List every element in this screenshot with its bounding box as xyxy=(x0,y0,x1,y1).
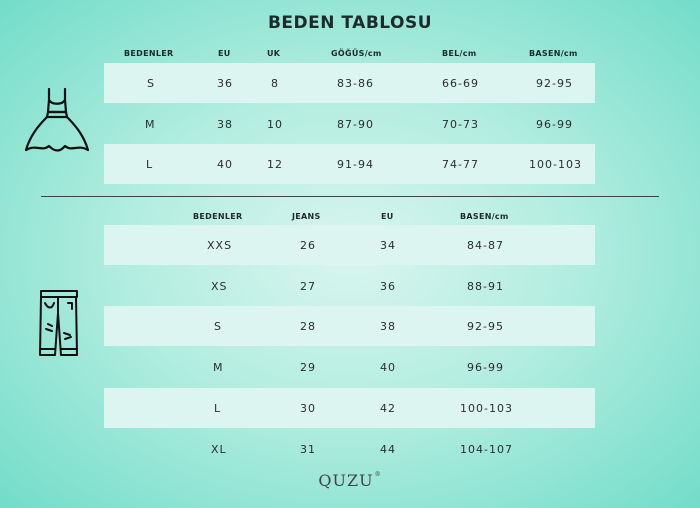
dress-header-uk: UK xyxy=(267,49,281,58)
jeans-cell: 27 xyxy=(300,280,316,293)
eu-cell: 40 xyxy=(380,361,396,374)
waist-cell: 66-69 xyxy=(442,77,479,90)
jeans-cell: 31 xyxy=(300,443,316,456)
dress-icon xyxy=(22,86,92,158)
hips-cell: 84-87 xyxy=(467,239,504,252)
bust-cell: 87-90 xyxy=(337,118,374,131)
size-cell: XS xyxy=(211,280,228,293)
hips-cell: 92-95 xyxy=(467,320,504,333)
hips-cell: 92-95 xyxy=(536,77,573,90)
waist-cell: 74-77 xyxy=(442,158,479,171)
size-cell: L xyxy=(146,158,154,171)
jeans-icon xyxy=(34,289,84,361)
table-row xyxy=(104,347,595,387)
hips-cell: 96-99 xyxy=(536,118,573,131)
eu-cell: 36 xyxy=(380,280,396,293)
hips-cell: 100-103 xyxy=(529,158,582,171)
eu-cell: 38 xyxy=(217,118,233,131)
page-title: BEDEN TABLOSU xyxy=(267,13,433,33)
size-cell: S xyxy=(147,77,155,90)
jeans-header-sizes: BEDENLER xyxy=(193,212,243,221)
jeans-header-jeans: JEANS xyxy=(292,212,321,221)
eu-cell: 34 xyxy=(380,239,396,252)
waist-cell: 70-73 xyxy=(442,118,479,131)
hips-cell: 88-91 xyxy=(467,280,504,293)
jeans-header-eu: EU xyxy=(381,212,394,221)
dress-header-bust: GÖĞÜS/cm xyxy=(331,49,382,58)
hips-cell: 100-103 xyxy=(460,402,513,415)
table-row xyxy=(104,306,595,346)
eu-cell: 38 xyxy=(380,320,396,333)
uk-cell: 8 xyxy=(271,77,279,90)
hips-cell: 104-107 xyxy=(460,443,513,456)
registered-mark: ® xyxy=(374,471,382,478)
table-row xyxy=(104,144,595,184)
size-cell: L xyxy=(214,402,222,415)
dress-header-waist: BEL/cm xyxy=(442,49,477,58)
uk-cell: 10 xyxy=(267,118,283,131)
dress-header-sizes: BEDENLER xyxy=(124,49,174,58)
size-cell: M xyxy=(213,361,224,374)
table-row xyxy=(104,225,595,265)
jeans-header-hips: BASEN/cm xyxy=(460,212,509,221)
eu-cell: 36 xyxy=(217,77,233,90)
size-cell: M xyxy=(145,118,156,131)
brand-logo xyxy=(0,471,700,490)
eu-cell: 44 xyxy=(380,443,396,456)
jeans-cell: 29 xyxy=(300,361,316,374)
size-cell: S xyxy=(214,320,222,333)
jeans-cell: 30 xyxy=(300,402,316,415)
table-row xyxy=(104,388,595,428)
jeans-cell: 26 xyxy=(300,239,316,252)
section-divider xyxy=(41,196,659,197)
jeans-cell: 28 xyxy=(300,320,316,333)
dress-header-hips: BASEN/cm xyxy=(529,49,578,58)
bust-cell: 83-86 xyxy=(337,77,374,90)
eu-cell: 42 xyxy=(380,402,396,415)
hips-cell: 96-99 xyxy=(467,361,504,374)
size-cell: XXS xyxy=(207,239,233,252)
size-cell: XL xyxy=(211,443,227,456)
bust-cell: 91-94 xyxy=(337,158,374,171)
table-row xyxy=(104,266,595,306)
dress-header-eu: EU xyxy=(218,49,231,58)
table-row xyxy=(104,63,595,103)
uk-cell: 12 xyxy=(267,158,283,171)
table-row xyxy=(104,104,595,144)
eu-cell: 40 xyxy=(217,158,233,171)
table-row xyxy=(104,429,595,469)
brand-name: QUZU xyxy=(318,471,374,490)
